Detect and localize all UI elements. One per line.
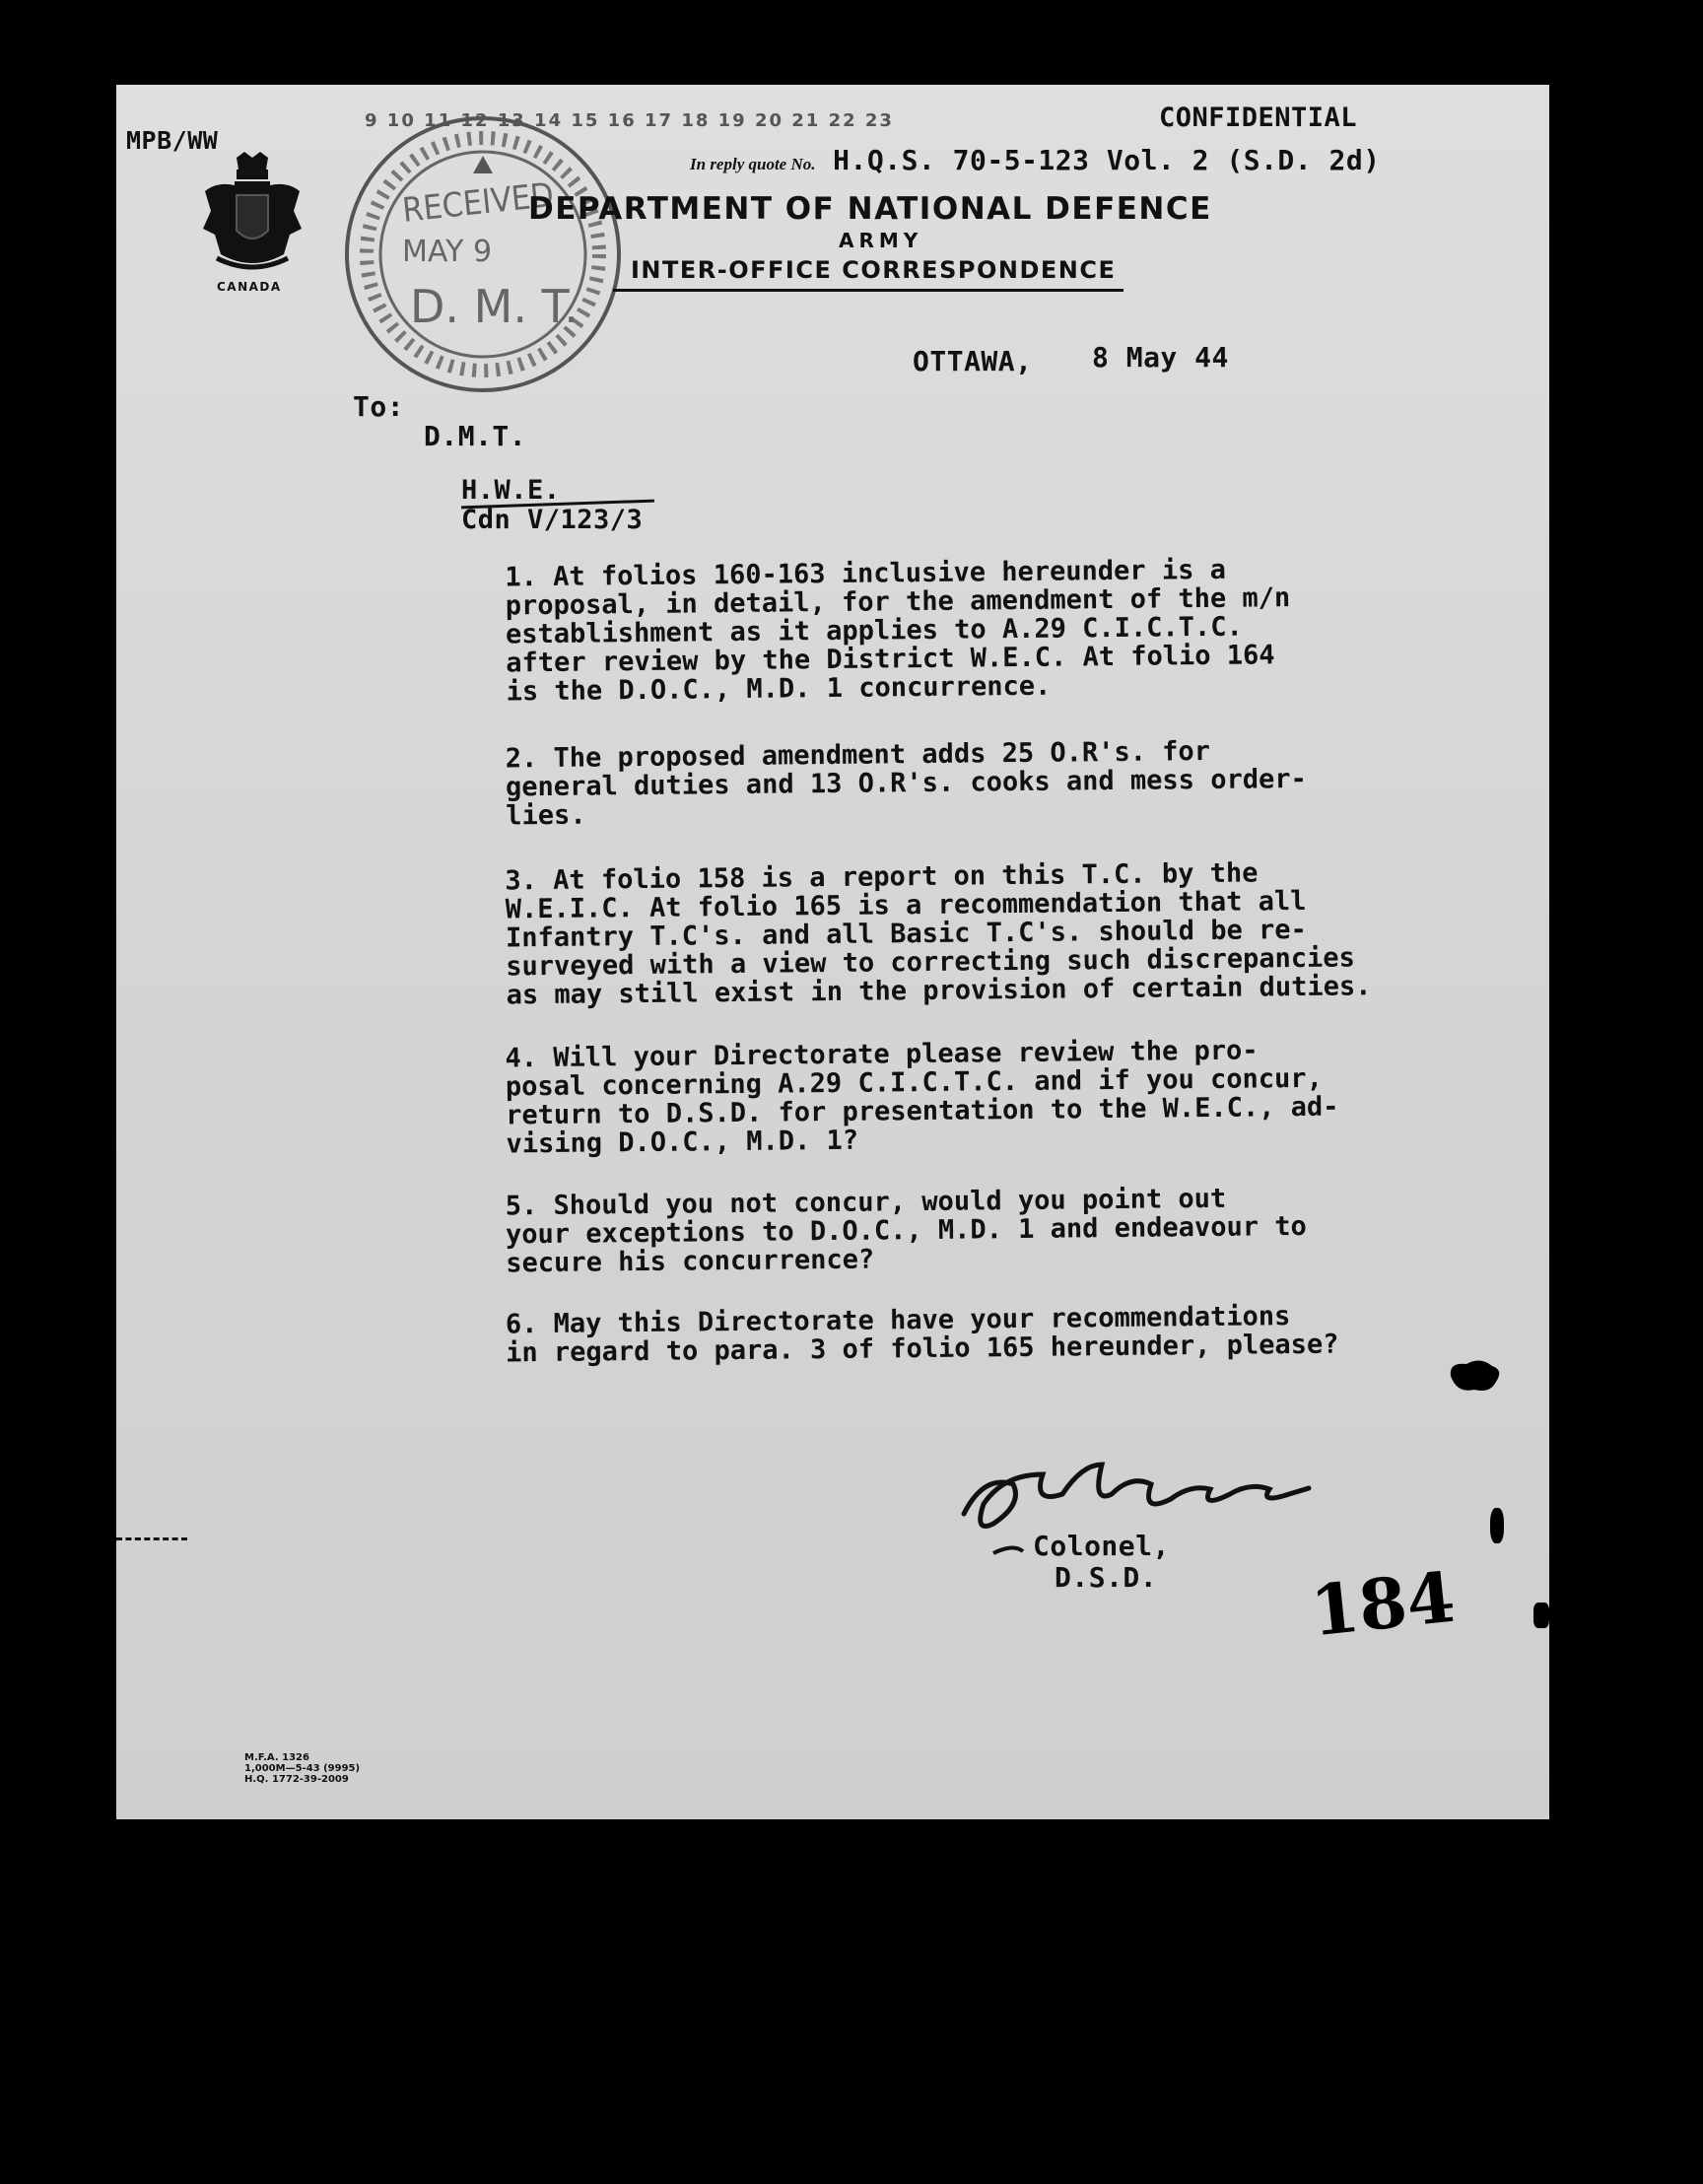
paragraph-line: in regard to para. 3 of folio 165 hereunder, please? — [506, 1329, 1339, 1369]
subject-line-2: Cdn V/123/3 — [461, 505, 644, 535]
paragraph-3 — [505, 856, 1531, 1010]
paragraph-line: your exceptions to D.O.C., M.D. 1 and endeavour to — [505, 1210, 1307, 1251]
file-code: MPB/WW — [126, 126, 219, 155]
paragraph-5 — [506, 1182, 1532, 1278]
reply-reference — [690, 144, 1381, 176]
form-title-rule — [613, 289, 1124, 292]
paragraph-line: posal concerning A.29 C.I.C.T.C. and if you concur, — [505, 1062, 1324, 1103]
signature-icon — [954, 1445, 1417, 1573]
paragraph-4 — [505, 1034, 1531, 1159]
paragraph-line: lies. — [506, 799, 586, 832]
edge-mark — [116, 1537, 187, 1540]
paragraph-line: is the D.O.C., M.D. 1 concurrence. — [506, 670, 1052, 708]
stamp-received: RECEIVED — [400, 175, 556, 231]
form-footer-line: 1,000M—5-43 (9995) — [244, 1763, 361, 1774]
stamp-date: MAY 9 — [402, 235, 493, 269]
form-title-text: INTER-OFFICE CORRESPONDENCE — [631, 256, 1117, 284]
paragraph-line: after review by the District W.E.C. At folio 164 — [506, 640, 1275, 679]
canada-crest-icon — [197, 152, 306, 300]
place: OTTAWA, — [913, 345, 1033, 377]
paragraph-line: return to D.S.D. for presentation to the W.E.C., ad- — [506, 1091, 1339, 1131]
form-footer-line: H.Q. 1772-39-2009 — [244, 1774, 349, 1785]
form-footer — [244, 1752, 360, 1785]
paragraph-line: 5. Should you not concur, would you point out — [505, 1183, 1227, 1222]
form-footer-line: M.F.A. 1326 — [244, 1752, 309, 1763]
department-title: DEPARTMENT OF NATIONAL DEFENCE — [528, 191, 1212, 227]
paragraph-line: 1. At folios 160-163 inclusive hereunder is a — [505, 554, 1227, 593]
paragraph-line: proposal, in detail, for the amendment of the m/n — [505, 582, 1291, 622]
ink-mark — [1490, 1508, 1504, 1543]
paragraph-line: vising D.O.C., M.D. 1? — [506, 1125, 859, 1160]
paragraph-1 — [505, 553, 1531, 707]
paragraph-line: 6. May this Directorate have your recommendations — [505, 1301, 1291, 1340]
reply-prefix: In reply quote No. — [690, 155, 816, 173]
paragraph-line: general duties and 13 O.R's. cooks and mess order- — [505, 763, 1307, 803]
paragraph-line: secure his concurrence? — [506, 1244, 875, 1279]
paragraph-line: 2. The proposed amendment adds 25 O.R's. for — [505, 735, 1211, 775]
classification-label: CONFIDENTIAL — [1159, 102, 1358, 133]
paragraph-line: establishment as it applies to A.29 C.I.C.T.C. — [505, 611, 1243, 650]
addressee: D.M.T. — [424, 420, 527, 452]
paragraph-line: W.E.I.C. At folio 165 is a recommendation that all — [505, 885, 1307, 925]
signatory-rank: Colonel, — [1033, 1530, 1170, 1562]
signatory-title: D.S.D. — [1055, 1561, 1158, 1594]
paragraph-6 — [506, 1300, 1532, 1368]
reply-ref-number: H.Q.S. 70-5-123 Vol. 2 (S.D. 2d) — [833, 144, 1381, 176]
paragraph-line: 3. At folio 158 is a report on this T.C. by the — [505, 857, 1259, 897]
paragraph-line: as may still exist in the provision of certain duties. — [506, 971, 1372, 1011]
stamp-office: D. M. T. — [410, 280, 579, 333]
paragraph-2 — [506, 734, 1532, 831]
paragraph-line: 4. Will your Directorate please review the pro- — [505, 1035, 1259, 1074]
paragraph-line: Infantry T.C's. and all Basic T.C's. should be re- — [505, 914, 1307, 954]
crest-label: CANADA — [217, 280, 282, 294]
stamp-ring-numbers: 9 10 11 12 13 14 15 16 17 18 19 20 21 22 23 — [365, 110, 894, 131]
branch-title: ARMY — [839, 229, 923, 252]
letter-date: 8 May 44 — [1092, 341, 1229, 374]
document-page — [116, 85, 1549, 1819]
folio-number: 184 — [1307, 1555, 1460, 1653]
paragraph-line: surveyed with a view to correcting such discrepancies — [506, 942, 1355, 983]
form-title — [631, 256, 1116, 288]
subject-line-1: H.W.E. — [461, 475, 561, 506]
ink-blot — [1445, 1356, 1504, 1396]
ink-mark — [1533, 1603, 1549, 1628]
to-label: To: — [353, 390, 405, 423]
